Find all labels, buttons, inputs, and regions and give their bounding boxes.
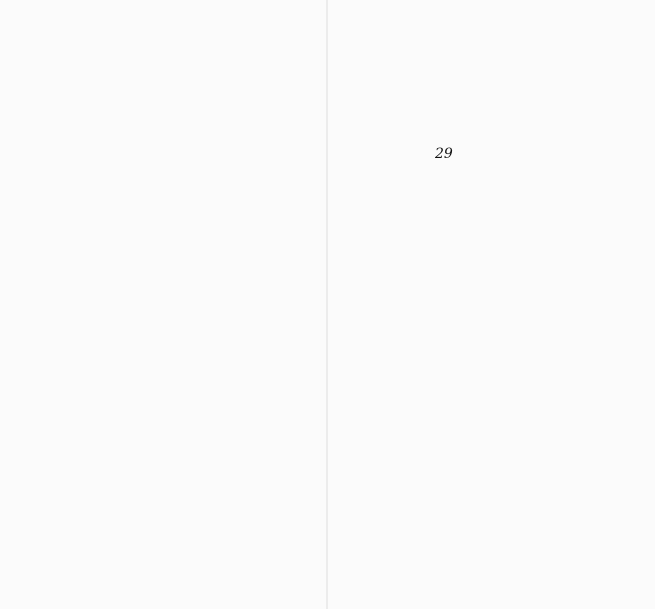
chapter-number: 29 <box>435 146 453 162</box>
left-page-body <box>58 88 308 486</box>
